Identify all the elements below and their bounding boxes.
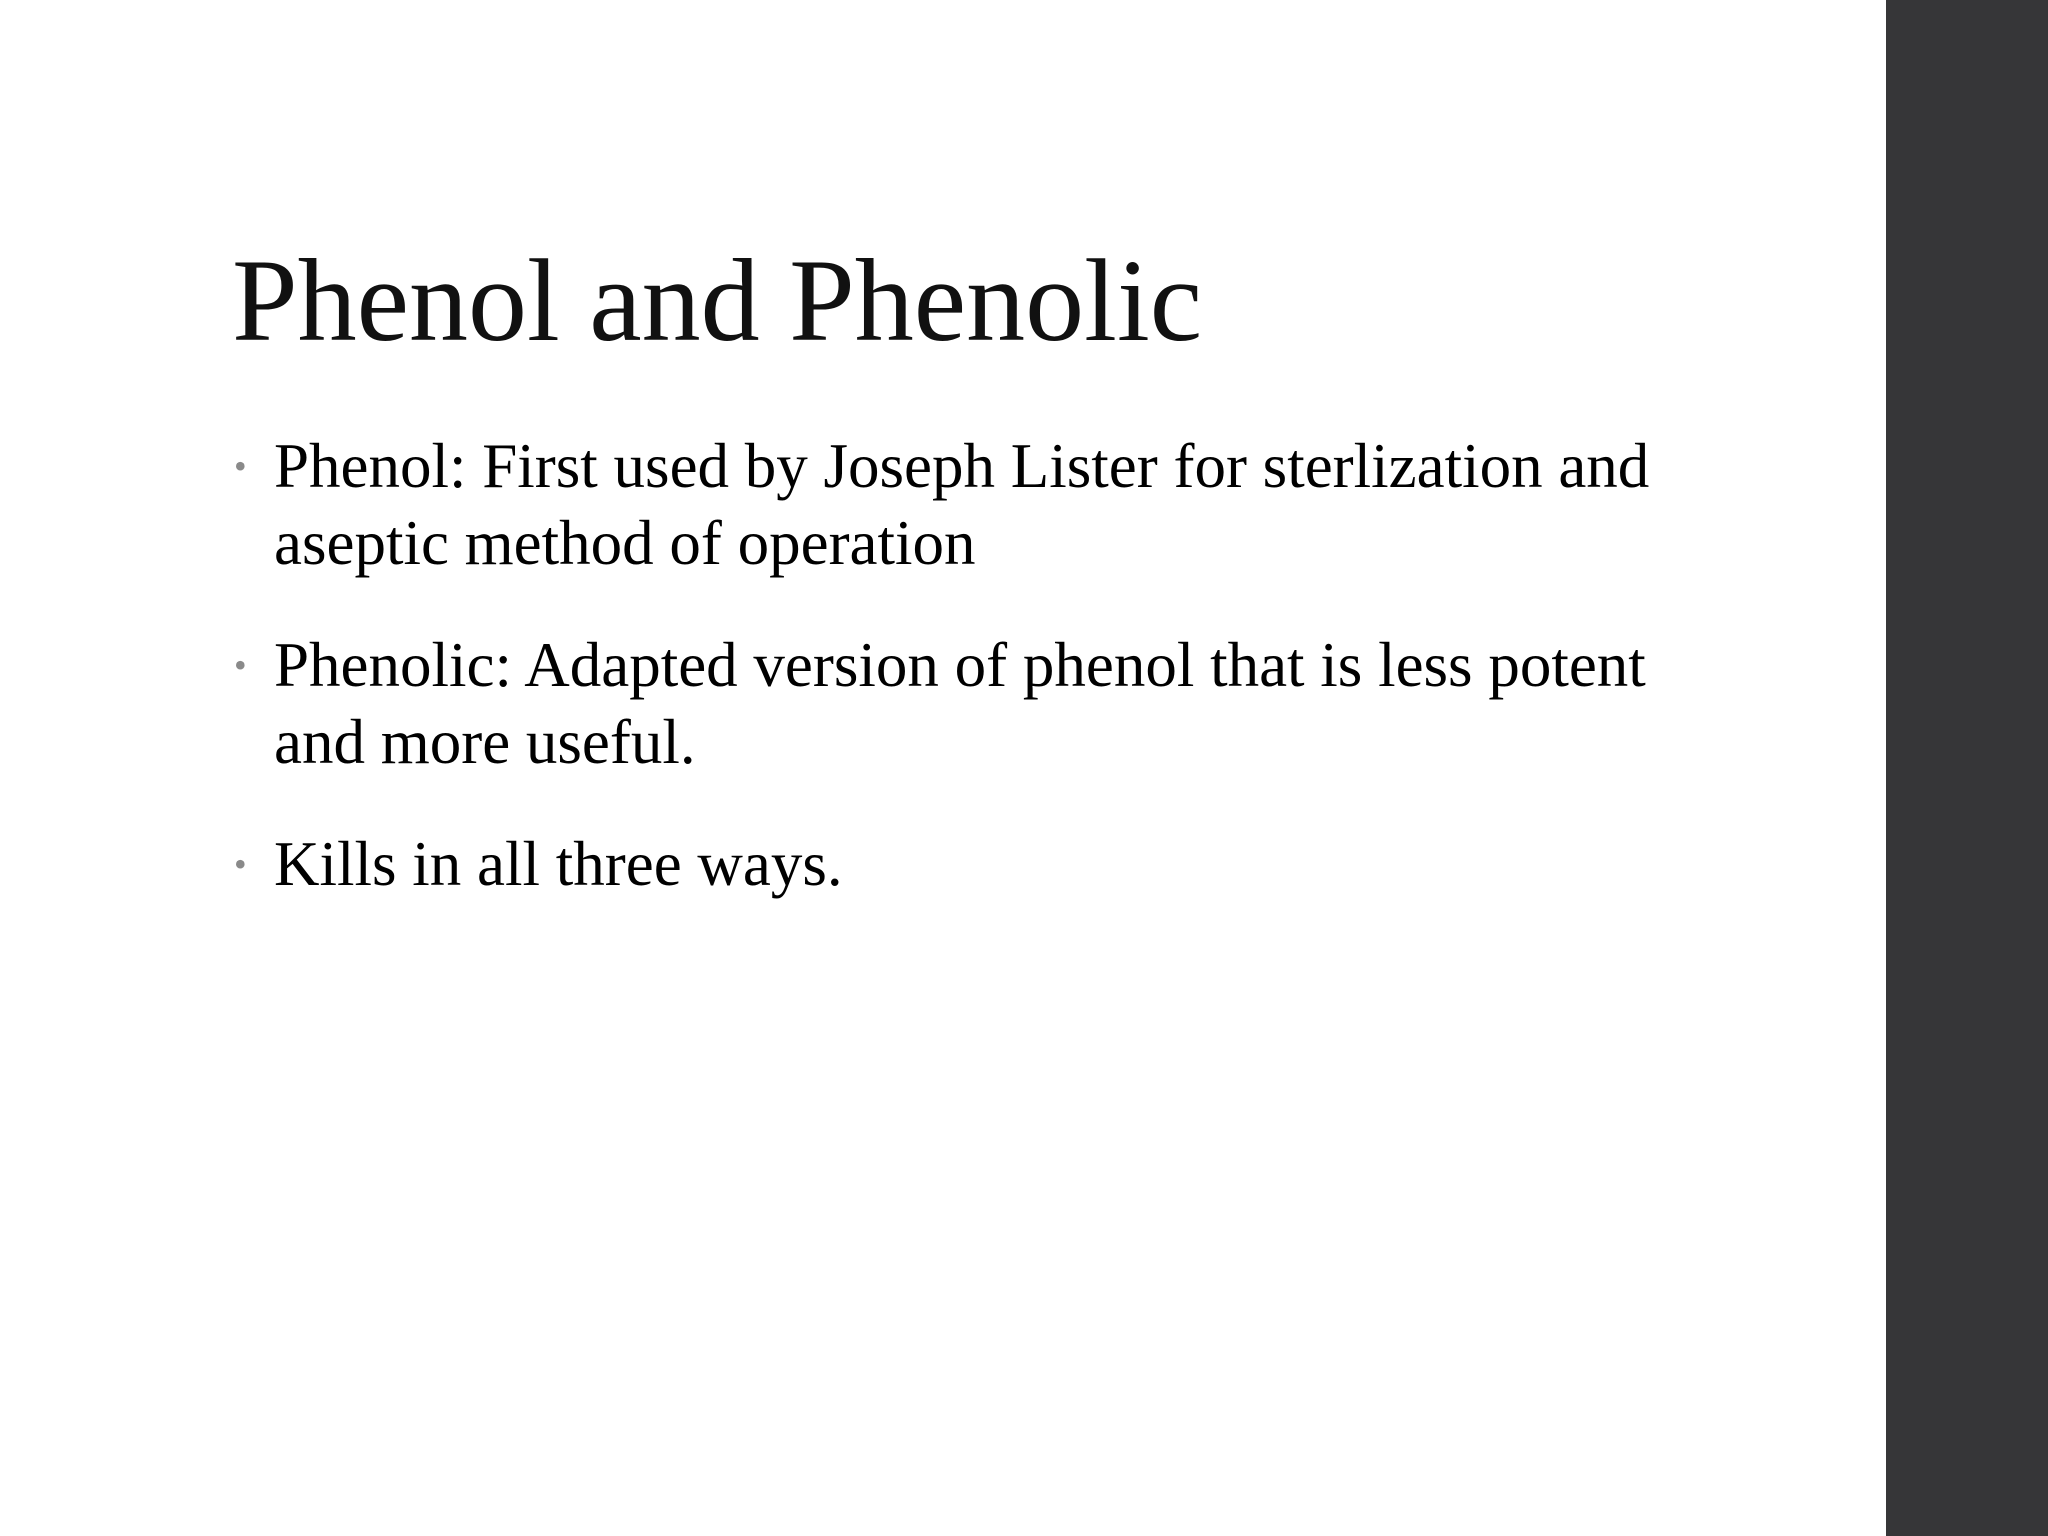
bullet-item	[232, 826, 1652, 903]
bullet-marker: •	[234, 844, 247, 884]
bullet-marker: •	[234, 446, 247, 486]
slide-title: Phenol and Phenolic	[232, 235, 1203, 366]
bullet-item	[232, 428, 1652, 582]
side-bar	[1886, 0, 2048, 1536]
bullet-text: Kills in all three ways.	[274, 829, 843, 899]
bullet-text: Phenol: First used by Joseph Lister for sterlization and aseptic method of operation	[274, 431, 1650, 578]
bullet-marker: •	[234, 645, 247, 685]
bullet-text: Phenolic: Adapted version of phenol that is less potent and more useful.	[274, 630, 1646, 777]
bullet-item	[232, 627, 1652, 781]
bullet-list	[232, 428, 1652, 948]
